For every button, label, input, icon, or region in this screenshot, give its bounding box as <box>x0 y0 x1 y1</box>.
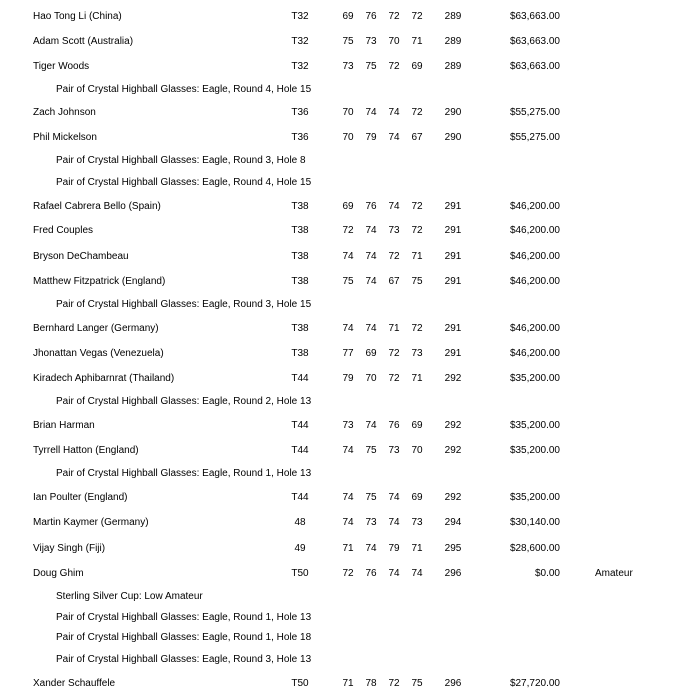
position: T44 <box>291 373 309 384</box>
position: T38 <box>291 225 309 236</box>
round-3-score: 74 <box>388 517 400 528</box>
prize-money: $46,200.00 <box>509 251 560 262</box>
player-name: Xander Schauffele <box>33 678 116 689</box>
prize-money: $35,200.00 <box>509 445 560 456</box>
round-1-score: 74 <box>342 517 354 528</box>
total-score: 291 <box>444 251 462 262</box>
prize-row <box>0 631 673 645</box>
position: T38 <box>291 323 309 334</box>
round-2-score: 74 <box>365 251 377 262</box>
round-1-score: 74 <box>342 323 354 334</box>
prize-row <box>0 176 673 190</box>
total-score: 291 <box>444 276 462 287</box>
total-score: 289 <box>444 36 462 47</box>
prize-money: $63,663.00 <box>509 36 560 47</box>
prize-money: $35,200.00 <box>509 492 560 503</box>
round-1-score: 69 <box>342 201 354 212</box>
round-2-score: 74 <box>365 107 377 118</box>
round-3-score: 72 <box>388 11 400 22</box>
total-score: 289 <box>444 11 462 22</box>
total-score: 295 <box>444 543 462 554</box>
player-row <box>0 10 673 24</box>
player-row <box>0 419 673 433</box>
total-score: 292 <box>444 445 462 456</box>
round-1-score: 75 <box>342 36 354 47</box>
round-2-score: 74 <box>365 420 377 431</box>
position: T36 <box>291 132 309 143</box>
position: T50 <box>291 678 309 689</box>
position: T38 <box>291 348 309 359</box>
round-4-score: 72 <box>411 225 423 236</box>
position: T32 <box>291 36 309 47</box>
prize-money: $55,275.00 <box>509 107 560 118</box>
round-1-score: 73 <box>342 420 354 431</box>
round-3-score: 73 <box>388 225 400 236</box>
round-4-score: 73 <box>411 348 423 359</box>
round-2-score: 74 <box>365 225 377 236</box>
round-3-score: 74 <box>388 201 400 212</box>
round-2-score: 75 <box>365 61 377 72</box>
player-row <box>0 250 673 264</box>
round-1-score: 71 <box>342 543 354 554</box>
prize-money: $30,140.00 <box>509 517 560 528</box>
round-3-score: 74 <box>388 107 400 118</box>
round-4-score: 74 <box>411 568 423 579</box>
player-row <box>0 60 673 74</box>
player-name: Martin Kaymer (Germany) <box>33 517 149 528</box>
round-3-score: 72 <box>388 61 400 72</box>
player-name: Phil Mickelson <box>33 132 97 143</box>
round-1-score: 74 <box>342 251 354 262</box>
prize-row <box>0 395 673 409</box>
total-score: 291 <box>444 348 462 359</box>
round-4-score: 69 <box>411 61 423 72</box>
round-1-score: 72 <box>342 225 354 236</box>
round-4-score: 71 <box>411 251 423 262</box>
round-4-score: 72 <box>411 107 423 118</box>
player-name: Brian Harman <box>33 420 95 431</box>
position: T44 <box>291 445 309 456</box>
prize-row <box>0 154 673 168</box>
total-score: 290 <box>444 132 462 143</box>
player-name: Doug Ghim <box>33 568 84 579</box>
prize-text: Pair of Crystal Highball Glasses: Eagle, Round 2, Hole 13 <box>56 396 312 407</box>
round-1-score: 77 <box>342 348 354 359</box>
total-score: 292 <box>444 492 462 503</box>
round-1-score: 70 <box>342 132 354 143</box>
round-4-score: 69 <box>411 420 423 431</box>
round-4-score: 72 <box>411 11 423 22</box>
player-row <box>0 444 673 458</box>
round-4-score: 67 <box>411 132 423 143</box>
round-3-score: 70 <box>388 36 400 47</box>
prize-text: Pair of Crystal Highball Glasses: Eagle, Round 1, Hole 18 <box>56 632 312 643</box>
round-3-score: 72 <box>388 373 400 384</box>
prize-money: $46,200.00 <box>509 201 560 212</box>
player-row <box>0 200 673 214</box>
player-name: Tyrrell Hatton (England) <box>33 445 139 456</box>
round-4-score: 75 <box>411 678 423 689</box>
round-4-score: 72 <box>411 323 423 334</box>
player-name: Hao Tong Li (China) <box>33 11 122 22</box>
round-3-score: 74 <box>388 132 400 143</box>
prize-money: $55,275.00 <box>509 132 560 143</box>
round-3-score: 72 <box>388 251 400 262</box>
round-3-score: 67 <box>388 276 400 287</box>
player-row <box>0 542 673 556</box>
player-name: Bryson DeChambeau <box>33 251 129 262</box>
player-row <box>0 322 673 336</box>
prize-money: $27,720.00 <box>509 678 560 689</box>
round-4-score: 69 <box>411 492 423 503</box>
prize-money: $46,200.00 <box>509 323 560 334</box>
status-note: Amateur <box>595 568 633 579</box>
player-row <box>0 491 673 505</box>
round-2-score: 73 <box>365 517 377 528</box>
player-row <box>0 131 673 145</box>
round-4-score: 73 <box>411 517 423 528</box>
player-name: Ian Poulter (England) <box>33 492 128 503</box>
round-4-score: 71 <box>411 373 423 384</box>
position: T38 <box>291 276 309 287</box>
total-score: 291 <box>444 225 462 236</box>
round-1-score: 70 <box>342 107 354 118</box>
round-1-score: 73 <box>342 61 354 72</box>
prize-money: $46,200.00 <box>509 348 560 359</box>
player-row <box>0 35 673 49</box>
player-name: Tiger Woods <box>33 61 90 72</box>
round-3-score: 79 <box>388 543 400 554</box>
prize-text: Pair of Crystal Highball Glasses: Eagle, Round 4, Hole 15 <box>56 177 312 188</box>
total-score: 290 <box>444 107 462 118</box>
position: T36 <box>291 107 309 118</box>
round-3-score: 76 <box>388 420 400 431</box>
total-score: 294 <box>444 517 462 528</box>
prize-row <box>0 298 673 312</box>
prize-money: $63,663.00 <box>509 11 560 22</box>
prize-text: Pair of Crystal Highball Glasses: Eagle, Round 1, Hole 13 <box>56 468 312 479</box>
total-score: 292 <box>444 373 462 384</box>
position: T32 <box>291 61 309 72</box>
round-1-score: 71 <box>342 678 354 689</box>
round-1-score: 74 <box>342 445 354 456</box>
round-2-score: 76 <box>365 568 377 579</box>
player-row <box>0 224 673 238</box>
player-name: Zach Johnson <box>33 107 96 118</box>
round-2-score: 69 <box>365 348 377 359</box>
prize-money: $0.00 <box>534 568 560 579</box>
total-score: 291 <box>444 201 462 212</box>
player-row <box>0 516 673 530</box>
total-score: 296 <box>444 568 462 579</box>
round-4-score: 71 <box>411 543 423 554</box>
round-2-score: 74 <box>365 543 377 554</box>
prize-money: $35,200.00 <box>509 420 560 431</box>
total-score: 289 <box>444 61 462 72</box>
player-row <box>0 567 673 581</box>
round-2-score: 70 <box>365 373 377 384</box>
player-name: Kiradech Aphibarnrat (Thailand) <box>33 373 175 384</box>
position: 49 <box>294 543 306 554</box>
round-3-score: 71 <box>388 323 400 334</box>
round-2-score: 75 <box>365 445 377 456</box>
player-name: Matthew Fitzpatrick (England) <box>33 276 166 287</box>
player-name: Adam Scott (Australia) <box>33 36 134 47</box>
round-1-score: 69 <box>342 11 354 22</box>
round-4-score: 71 <box>411 36 423 47</box>
player-name: Rafael Cabrera Bello (Spain) <box>33 201 161 212</box>
round-3-score: 74 <box>388 492 400 503</box>
prize-row <box>0 611 673 625</box>
round-2-score: 75 <box>365 492 377 503</box>
player-row <box>0 677 673 691</box>
prize-money: $35,200.00 <box>509 373 560 384</box>
prize-text: Pair of Crystal Highball Glasses: Eagle, Round 3, Hole 15 <box>56 299 312 310</box>
round-3-score: 72 <box>388 678 400 689</box>
prize-text: Pair of Crystal Highball Glasses: Eagle, Round 1, Hole 13 <box>56 612 312 623</box>
player-name: Fred Couples <box>33 225 94 236</box>
round-2-score: 76 <box>365 11 377 22</box>
round-3-score: 73 <box>388 445 400 456</box>
prize-row <box>0 590 673 604</box>
total-score: 296 <box>444 678 462 689</box>
player-name: Bernhard Langer (Germany) <box>33 323 159 334</box>
prize-money: $28,600.00 <box>509 543 560 554</box>
prize-money: $46,200.00 <box>509 276 560 287</box>
player-name: Jhonattan Vegas (Venezuela) <box>33 348 164 359</box>
player-row <box>0 347 673 361</box>
round-1-score: 79 <box>342 373 354 384</box>
round-3-score: 74 <box>388 568 400 579</box>
prize-text: Sterling Silver Cup: Low Amateur <box>56 591 203 602</box>
prize-row <box>0 83 673 97</box>
prize-text: Pair of Crystal Highball Glasses: Eagle, Round 3, Hole 13 <box>56 654 312 665</box>
player-row <box>0 106 673 120</box>
round-3-score: 72 <box>388 348 400 359</box>
round-1-score: 75 <box>342 276 354 287</box>
position: T50 <box>291 568 309 579</box>
position: T32 <box>291 11 309 22</box>
position: T38 <box>291 201 309 212</box>
round-2-score: 78 <box>365 678 377 689</box>
round-2-score: 76 <box>365 201 377 212</box>
player-name: Vijay Singh (Fiji) <box>33 543 106 554</box>
round-4-score: 75 <box>411 276 423 287</box>
round-2-score: 79 <box>365 132 377 143</box>
round-2-score: 74 <box>365 276 377 287</box>
prize-money: $46,200.00 <box>509 225 560 236</box>
round-1-score: 72 <box>342 568 354 579</box>
position: T44 <box>291 492 309 503</box>
prize-row <box>0 653 673 667</box>
prize-row <box>0 467 673 481</box>
position: T44 <box>291 420 309 431</box>
round-1-score: 74 <box>342 492 354 503</box>
total-score: 291 <box>444 323 462 334</box>
prize-money: $63,663.00 <box>509 61 560 72</box>
round-4-score: 70 <box>411 445 423 456</box>
round-2-score: 73 <box>365 36 377 47</box>
prize-text: Pair of Crystal Highball Glasses: Eagle, Round 3, Hole 8 <box>56 155 306 166</box>
position: T38 <box>291 251 309 262</box>
prize-text: Pair of Crystal Highball Glasses: Eagle, Round 4, Hole 15 <box>56 84 312 95</box>
round-4-score: 72 <box>411 201 423 212</box>
player-row <box>0 372 673 386</box>
position: 48 <box>294 517 306 528</box>
total-score: 292 <box>444 420 462 431</box>
player-row <box>0 275 673 289</box>
round-2-score: 74 <box>365 323 377 334</box>
